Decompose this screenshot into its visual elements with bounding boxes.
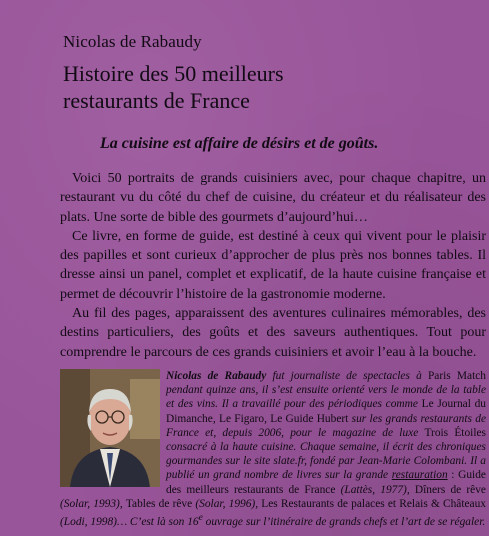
bio-publisher: (Lodi, 1998)… C’est là son 16 bbox=[60, 515, 199, 528]
bio-periodical: Le Journal du Dimanche bbox=[166, 398, 486, 425]
bio-publisher: (Lattès, 1977), bbox=[335, 483, 415, 496]
bio-book-title: Guide des meilleurs restaurants de France bbox=[166, 469, 486, 496]
bio-superscript: e bbox=[198, 513, 203, 524]
bio-periodical: Le Guide Hubert bbox=[270, 412, 349, 425]
bio-name: Nicolas de Rabaudy bbox=[166, 370, 267, 382]
bio-book-title: Tables de rêve bbox=[125, 497, 193, 510]
blurb-body bbox=[60, 169, 486, 362]
bio-text: , bbox=[264, 412, 271, 425]
blurb-paragraph-2: Ce livre, en forme de guide, est destiné à ceux qui vivent pour le plaisir des papilles et sont curieux d’approcher de plus près nos bonnes tables. Il dresse ainsi un panel, complet et explicatif, de la haute cuisine française et permet de découvrir l’histoire de la gastronomie moderne. bbox=[60, 228, 486, 302]
blurb-paragraph-1: Voici 50 portraits de grands cuisiniers avec, pour chaque chapitre, un restaurant vu du côté du chef de cuisine, du créateur et du réalisateur des plats. Une sorte de bible des gourmets d’aujourd’hui… bbox=[60, 171, 486, 225]
tagline: La cuisine est affaire de désirs et de goûts. bbox=[100, 135, 379, 152]
bio-text: fut journaliste de spectacles à bbox=[266, 370, 428, 382]
bio-underlined-word: restauration bbox=[391, 469, 448, 482]
bio-text: consacré à la haute cuisine. Chaque semaine, il écrit des chroniques gourmandes sur le site slate.fr, fondé par Jean-Marie Colombani. Il a publié un grand nombre de livres sur la grande bbox=[166, 441, 486, 482]
bio-book-title: Les Restaurants de palaces et Relais & Châteaux bbox=[261, 497, 487, 510]
blurb-paragraph-3: Au fil des pages, apparaissent des aventures culinaires mémorables, des destins particuliers, des goûts et des saveurs authentiques. Tout pour comprendre le parcours de ces grands cuisiniers et avoir l’eau à la bouche. bbox=[60, 306, 486, 360]
book-title bbox=[63, 60, 463, 114]
bio-text: ouvrage sur l’itinéraire de grands chefs et l’art de se régaler. bbox=[202, 515, 486, 528]
bio-text: sur les grands restaurants de France et, depuis 2006, pour le magazine de luxe bbox=[166, 412, 486, 439]
bio-book-title: Dîners de rêve bbox=[414, 483, 486, 496]
title-line-2: restaurants de France bbox=[63, 88, 250, 113]
bio-periodical: Le Figaro bbox=[218, 412, 265, 425]
bio-publisher: (Solar, 1996), bbox=[192, 497, 262, 510]
author-bio bbox=[60, 369, 486, 529]
author-name: Nicolas de Rabaudy bbox=[63, 32, 202, 51]
bio-periodical: Trois Étoiles bbox=[424, 426, 486, 439]
title-line-1: Histoire des 50 meilleurs bbox=[63, 61, 284, 86]
bio-publisher: (Solar, 1993), bbox=[60, 497, 126, 510]
bio-text: : bbox=[447, 469, 459, 482]
bio-text: pendant quinze ans, il s’est ensuite orienté vers le monde de la table et des vins. Il a travaillé pour des périodiques comme bbox=[166, 384, 486, 411]
bio-text: , bbox=[212, 412, 219, 425]
photo-spacer bbox=[60, 369, 166, 488]
bio-periodical: Paris Match bbox=[427, 370, 487, 382]
